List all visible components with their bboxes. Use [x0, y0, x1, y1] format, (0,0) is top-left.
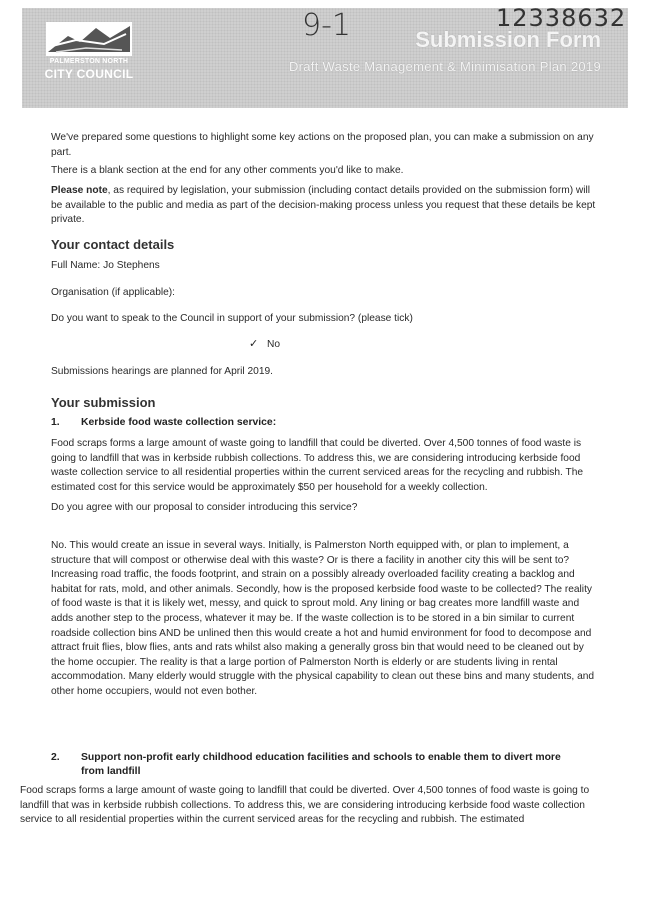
question-1-body: Food scraps forms a large amount of waste going to landfill that could be diverted. Over 4,500 tonnes of food waste is going to landfill that was in kerbside rubbish collections. To address this, we are considering introducing kerbside food waste collection service to all residential properties within the current serviced areas for the recycling and rubbish. The estimated cost for this service would be approximately $50 per household for a weekly collection. — [51, 438, 584, 493]
question-2-title — [51, 751, 591, 778]
tick-answer: No — [267, 339, 281, 350]
question-1-title — [51, 417, 276, 428]
council-logo — [42, 22, 136, 92]
full-name-label: Full Name: — [51, 260, 101, 271]
tick-mark: ✓ — [249, 338, 259, 350]
privacy-note-bold: Please note — [51, 185, 108, 196]
submission-heading: Your submission — [51, 395, 156, 410]
question-2-title-line-1: Support non-profit early childhood education facilities and schools to enable them to divert more — [81, 752, 561, 763]
question-1-title-text: Kerbside food waste collection service: — [81, 417, 277, 428]
full-name-row — [51, 260, 160, 271]
privacy-note — [51, 184, 599, 228]
intro-paragraph-1: We've prepared some questions to highlight some key actions on the proposed plan, you can make a submission on any part. — [51, 132, 594, 158]
landscape-logo-icon — [46, 22, 132, 56]
organisation-label: Organisation (if applicable): — [51, 287, 176, 298]
logo-title: CITY COUNCIL — [44, 67, 134, 81]
question-2-body: Food scraps forms a large amount of waste going to landfill that could be diverted. Over 4,500 tonnes of food waste is going to landfill that was in kerbside rubbish collections. To address this, we are considering introducing kerbside food waste collection service to all residential properties within the current serviced areas for the recycling and rubbish. The estimated — [20, 785, 590, 826]
intro-paragraph-2: There is a blank section at the end for any other comments you'd like to make. — [51, 165, 404, 176]
logo-subtitle: PALMERSTON NORTH — [49, 58, 129, 65]
privacy-note-text: , as required by legislation, your submission (including contact details provided on the submission form) will be available to the public and media as part of the decision-making process unless you request that these details be kept private. — [51, 185, 596, 226]
hearings-note: Submissions hearings are planned for April 2019. — [51, 366, 273, 377]
question-1-answer: No. This would create an issue in several ways. Initially, is Palmerston North equipped with, or plan to implement, a structure that will compost or otherwise deal with this waste? Or is there a facility in another city this will be sent to? Increasing road traffic, the foods footprint, and strain on a possibly already overloaded facility creating a backlog and habitat for rats, mold, and other animals. Secondly, how is the proposed kerbside food waste to be collected? The reality of food waste is that it is likely wet, messy, and quick to sprout mold. Any lining or bag creates more landfill waste and adds another step to the process, whatever it may be. If the waste collection is to be stored in a bin similar to current roadside collection bins AND be unlined then this would create a hot and humid environment for food to decompose and attract fruit flies, blow flies, ants and rats whilst also making a generally gross bin that would need to be cleaned out by the home occupier. The reality is that a large portion of Palmerston North is elderly or are students living in rental accommodation. Many elderly would struggle with the physical capability to clean out these bins and many students, and other home occupiers, would not even bother. — [51, 540, 595, 697]
speak-question: Do you want to speak to the Council in support of your submission? (please tick) — [51, 313, 413, 324]
question-2-number: 2. — [51, 752, 60, 763]
form-title: Submission Form — [415, 27, 601, 52]
handwritten-number: 12338632 — [496, 4, 627, 32]
contact-heading: Your contact details — [51, 237, 175, 252]
form-subtitle: Draft Waste Management & Minimisation Plan 2019 — [288, 59, 601, 74]
full-name-value: Jo Stephens — [103, 260, 160, 271]
handwritten-code: 9-1 — [302, 8, 351, 43]
question-2-title-line-2: from landfill — [81, 765, 141, 777]
question-1-number: 1. — [51, 417, 60, 428]
question-1-question: Do you agree with our proposal to consider introducing this service? — [51, 502, 358, 513]
